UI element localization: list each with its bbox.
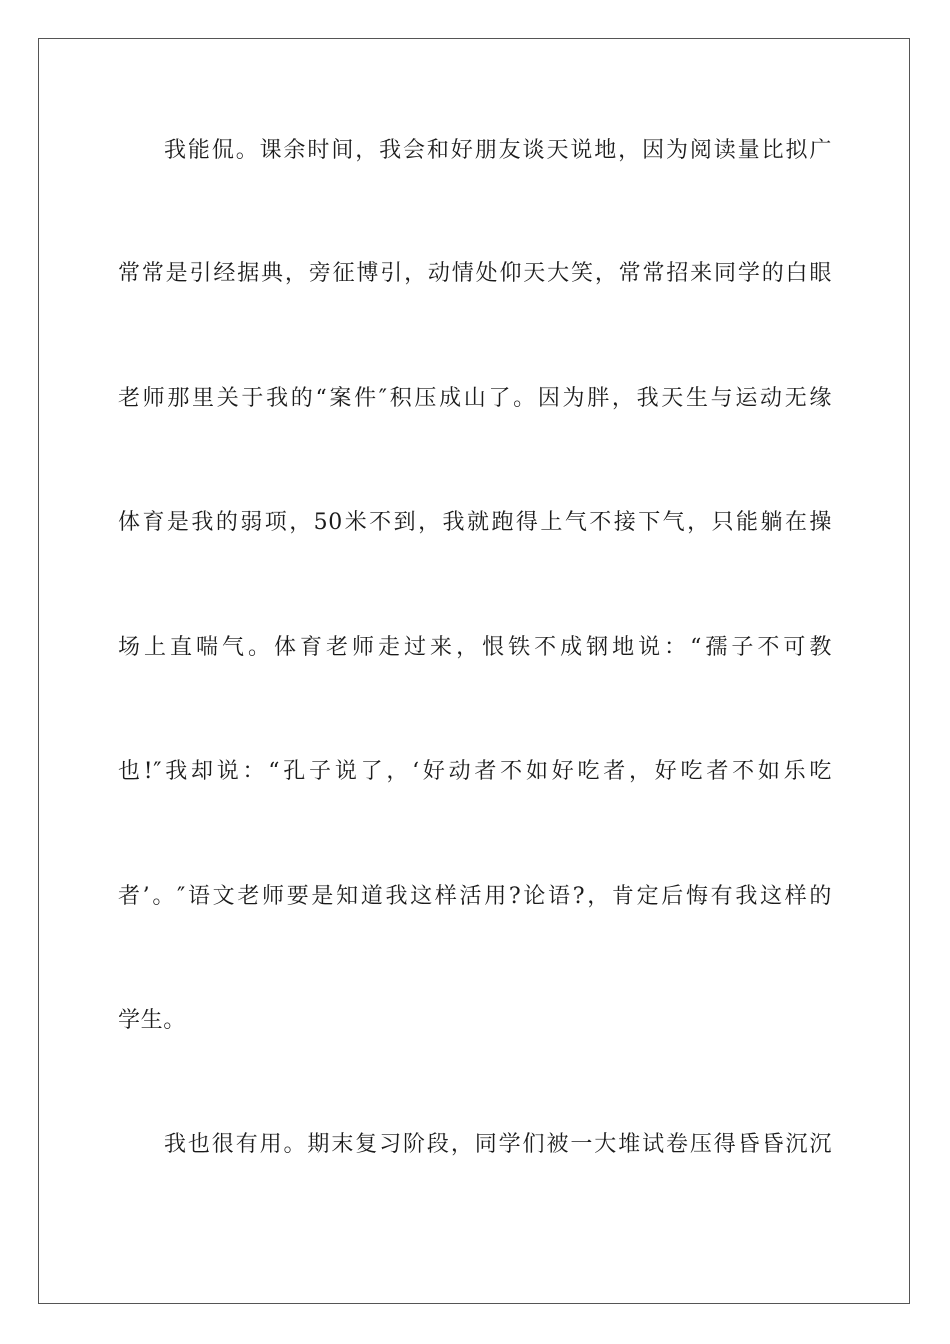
text-line: 者’。″语文老师要是知道我这样活用?论语?，肯定后悔有我这样的 [118, 884, 832, 909]
text-line: 体育是我的弱项，50米不到，我就跑得上气不接下气，只能躺在操 [118, 510, 832, 535]
text-line: 场上直喘气。体育老师走过来，恨铁不成钢地说：“孺子不可教 [118, 635, 832, 660]
text-line: 我能侃。课余时间，我会和好朋友谈天说地，因为阅读量比拟广 [164, 138, 832, 163]
text-line: 我也很有用。期末复习阶段，同学们被一大堆试卷压得昏昏沉沉 [164, 1132, 832, 1157]
text-line: 常常是引经据典，旁征博引，动情处仰天大笑，常常招来同学的白眼 [118, 261, 832, 286]
page-border [38, 38, 910, 1304]
text-line-last: 学生。 [118, 1008, 186, 1033]
text-line: 也!″我却说：“孔子说了，‘好动者不如好吃者，好吃者不如乐吃 [118, 759, 832, 784]
text-line: 老师那里关于我的“案件″积压成山了。因为胖，我天生与运动无缘 [118, 386, 832, 411]
